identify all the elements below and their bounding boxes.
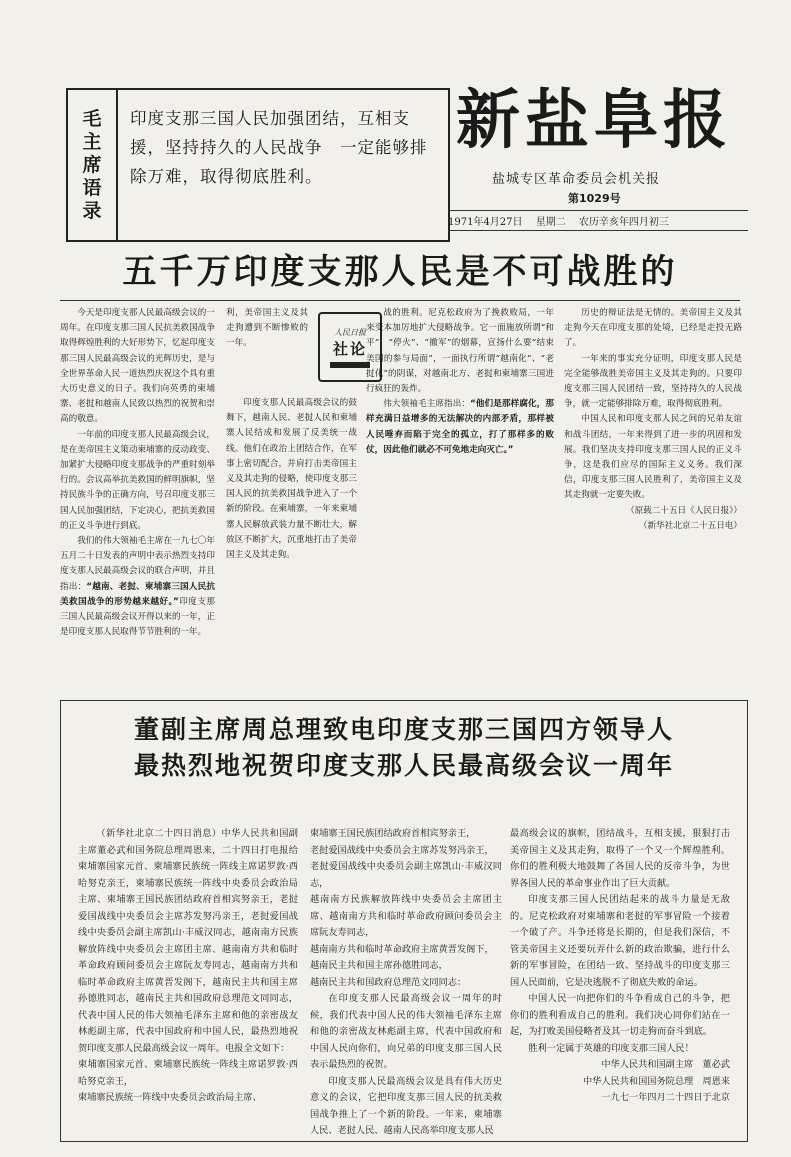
paragraph bbox=[366, 397, 554, 458]
paragraph: 越南南方共和临时革命政府主席黄晋发阁下， bbox=[310, 943, 494, 955]
editorial-column-1 bbox=[60, 306, 215, 686]
signature: 中华人民共和国国务院总理 周恩来 bbox=[583, 1075, 730, 1087]
paragraph: （新华社北京二十四日消息）中华人民共和国副主席董必武和国务院总理周恩来，二十四日打电报给柬埔寨国家元首、柬埔寨民族统一阵线主席诺罗敦·西哈努克亲王，柬埔寨民族统一阵线中央委员会政治局主席、柬埔寨王国民族团结政府首相宾努亲王，老挝爱国战线中央委员会主席苏发努冯亲王，老挝爱国战线中央委员会副主席凯山·丰威汉同志，越南南方民族解放阵线中央委员会主席团主席、越南南方共和临时革命政府顾问委员会主席阮友寿同志，越南南方共和临时革命政府主席黄晋发阁下，越南民主共和国主席孙德胜同志，越南民主共和国政府总理范文同同志，代表中国人民的伟大领袖毛泽东主席和他的亲密战友林彪副主席，代表中国政府和中国人民，最热烈地祝贺印度支那人民最高级会议一周年。电报全文如下： bbox=[78, 828, 298, 1054]
editorial-column-4 bbox=[564, 306, 742, 686]
signature: 中华人民共和国副主席 董必武 bbox=[601, 1059, 730, 1070]
mao-quote-box bbox=[66, 88, 450, 242]
seal-main-text: 社论 bbox=[332, 339, 367, 358]
article-headline bbox=[70, 712, 738, 784]
quote-label-char: 席 bbox=[82, 153, 102, 176]
paragraph-text: 我们的伟大领袖毛主席在一九七〇年五月二十日发表的声明中表示热烈支持印度支那人民最高级会议的联合声明，并且指出： bbox=[60, 536, 215, 592]
paragraph: 在印度支那人民最高级会议一周年的时候，我们代表中国人民的伟大领袖毛泽东主席和他的亲密战友林彪副主席，代表中国政府和中国人民向你们，向兄弟的印度支那三国人民表示最热烈的祝贺。 bbox=[310, 993, 502, 1070]
paragraph: 印度支那人民最高级会议的鼓舞下，越南人民、老挝人民和柬埔寨人民结成和发展了反美统一战线。他们在政治上团结合作，在军事上密切配合，并肩打击美帝国主义及其走狗的侵略，使印度支那三国人民的抗美救国战争进入了一个新的阶段。在柬埔寨，一年来柬埔寨人民解放武装力量不断壮大，解放区不断扩大，沉重地打击了美帝国主义及其走狗。 bbox=[226, 398, 357, 561]
headline-line-1: 董副主席周总理致电印度支那三国四方领导人 bbox=[133, 715, 674, 744]
paragraph-text: 伟大领袖毛主席指出： bbox=[383, 399, 471, 410]
paragraph: 中国人民和印度支那人民之间的兄弟友谊和战斗团结，一年来得到了进一步的巩固和发展。我们坚决支持印度支那三国人民的正义斗争，这是我们应尽的国际主义义务。我们深信，印度支那三国人民胜利了，美帝国主义及其走狗就一定要失败。 bbox=[564, 414, 742, 501]
paragraph: 印度支那三国人民团结起来的战斗力量是无敌的。尼克松政府对柬埔寨和老挝的军事冒险一个接着一个破了产。斗争还将是长期的，但是我们深信，不管美帝国主义还要玩弄什么新的政治欺骗，进行什么新的军事冒险，在团结一致、坚持战斗的印度支那三国人民面前，它是决逃脱不了彻底失败的命运。 bbox=[510, 894, 730, 988]
editorial-column-2-top bbox=[226, 306, 308, 394]
quote-label-char: 录 bbox=[82, 199, 102, 222]
paragraph: 战的胜利。尼克松政府为了挽救败局，一年来变本加厉地扩大侵略战争。它一面施放所谓“和平”、“停火”、“撤军”的烟幕，宣扬什么要“结束美国的参与局面”，一面执行所谓“越南化”、“老挝化”的阴谋，对越南北方、老挝和柬埔寨三国进行疯狂的轰炸。 bbox=[366, 308, 554, 395]
paragraph bbox=[60, 534, 215, 640]
quote-label bbox=[68, 90, 118, 240]
quote-text: 印度支那三国人民加强团结，互相支援，坚持持久的人民战争 一定能够排除万难，取得彻底胜利。 bbox=[130, 109, 428, 186]
paragraph: 最高级会议的旗帜，团结战斗，互相支援，狠狠打击美帝国主义及其走狗，取得了一个又一个辉煌胜利。你们的胜利极大地鼓舞了各国人民的反帝斗争，为世界各国人民的革命事业作出了巨大贡献。 bbox=[510, 828, 730, 889]
article-column-3 bbox=[510, 826, 730, 1126]
paragraph: 柬埔寨国家元首、柬埔寨民族统一阵线主席诺罗敦·西哈努克亲王， bbox=[78, 1059, 298, 1087]
editorial-column-3 bbox=[366, 306, 554, 686]
paragraph: 中国人民一向把你们的斗争看成自己的斗争，把你们的胜利看成自己的胜利。我们决心同你们站在一起，为打败美国侵略者及其一切走狗而奋斗到底。 bbox=[510, 993, 730, 1037]
issue-number: 第1029号 bbox=[568, 192, 621, 205]
paragraph: 老挝爱国战线中央委员会主席苏发努冯亲王， bbox=[310, 844, 494, 856]
weekday: 星期二 bbox=[535, 217, 566, 228]
quote-label-char: 语 bbox=[82, 176, 102, 199]
paragraph: 一年前的印度支那人民最高级会议，是在美帝国主义策动柬埔寨的反动政变、加紧扩大侵略印度支那战争的严重时刻举行的。会议高举抗美救国的鲜明旗帜，坚持民族斗争的正确方向，号召印度支那三国人民加强团结，下定决心，把抗美救国的正义斗争进行到底。 bbox=[60, 429, 215, 531]
paragraph: 今天是印度支那人民最高级会议的一周年。在印度支那三国人民抗美救国战争取得辉煌胜利的大好形势下，忆起印度支那三国人民最高级会议的光辉历史，是与全世界革命人民一道热烈庆祝这个具有重大历史意义的日子。我们向英勇的柬埔寨、老挝和越南人民致以热烈的祝贺和崇高的敬意。 bbox=[60, 308, 215, 425]
emphasized-quote: “越南、老挝、柬埔寨三国人民抗美救国战争的形势越来越好。” bbox=[60, 581, 215, 607]
divider bbox=[60, 300, 740, 301]
paragraph: 印度支那人民最高级会议是具有伟大历史意义的会议，它把印度支那三国人民的抗美救国战争推上了一个新的阶段。一年来，柬埔寨人民、老挝人民、越南人民高举印度支那人民 bbox=[310, 1075, 502, 1136]
date: 1971年4月27日 bbox=[448, 217, 523, 228]
quote-label-char: 毛 bbox=[82, 107, 102, 130]
headline-line-2: 最热烈地祝贺印度支那人民最高级会议一周年 bbox=[133, 751, 674, 780]
article-column-2 bbox=[310, 826, 502, 1136]
paragraph: 历史的辩证法是无情的。美帝国主义及其走狗今天在印度支那的处境，已经是走投无路了。 bbox=[564, 308, 742, 349]
paragraph: 柬埔寨民族统一阵线中央委员会政治局主席、 bbox=[78, 1092, 262, 1103]
article-column-1 bbox=[78, 826, 298, 1126]
seal-top-text: 人民日报 bbox=[334, 327, 366, 337]
paragraph: 越南民主共和国政府总理范文同同志： bbox=[310, 976, 467, 988]
paragraph: 越南民主共和国主席孙德胜同志， bbox=[310, 960, 448, 971]
paragraph: 胜利一定属于英雄的印度支那三国人民！ bbox=[528, 1042, 694, 1054]
source-note: （原载二十五日《人民日报》） bbox=[625, 505, 742, 516]
paper-subtitle: 盐城专区革命委员会机关报 bbox=[492, 172, 661, 187]
quote-label-char: 主 bbox=[82, 130, 102, 153]
paragraph-text: 印度支那三国人民最高级会议开得以来的一年，正是印度支那人民取得节节胜利的一年。 bbox=[60, 596, 215, 638]
emphasized-quote: “他们是那样腐化，那样充满日益增多的无法解决的内部矛盾，那样被人民唾弃而陷于完全的孤立，打了那样多的败仗，因此他们就必不可免地走向灭亡。” bbox=[366, 399, 554, 455]
lunar-date: 农历辛亥年四月初三 bbox=[578, 217, 669, 228]
signature-date: 一九七一年四月二十四日于北京 bbox=[601, 1092, 730, 1103]
paragraph: 一年来的事实充分证明，印度支那人民是完全能够战胜美帝国主义及其走狗的。只要印度支那三国人民团结一致，坚持持久的人民战争，就一定能够排除万难，取得彻底胜利。 bbox=[564, 353, 742, 410]
paper-name: 新盐阜报 bbox=[456, 84, 732, 158]
editorial-column-2 bbox=[226, 396, 357, 686]
source-note: （新华社北京二十五日电） bbox=[638, 520, 742, 531]
date-line bbox=[448, 210, 748, 231]
main-headline: 五千万印度支那人民是不可战胜的 bbox=[122, 252, 678, 292]
paragraph: 老挝爱国战线中央委员会副主席凯山·丰威汉同志， bbox=[310, 861, 502, 889]
paragraph: 越南南方民族解放阵线中央委员会主席团主席、越南南方共和临时革命政府顾问委员会主席阮友寿同志， bbox=[310, 894, 502, 938]
seal-bar bbox=[330, 362, 370, 368]
paragraph: 利，美帝国主义及其走狗遭到不断惨败的一年。 bbox=[226, 308, 308, 349]
paragraph: 柬埔寨王国民族团结政府首相宾努亲王， bbox=[310, 828, 476, 839]
